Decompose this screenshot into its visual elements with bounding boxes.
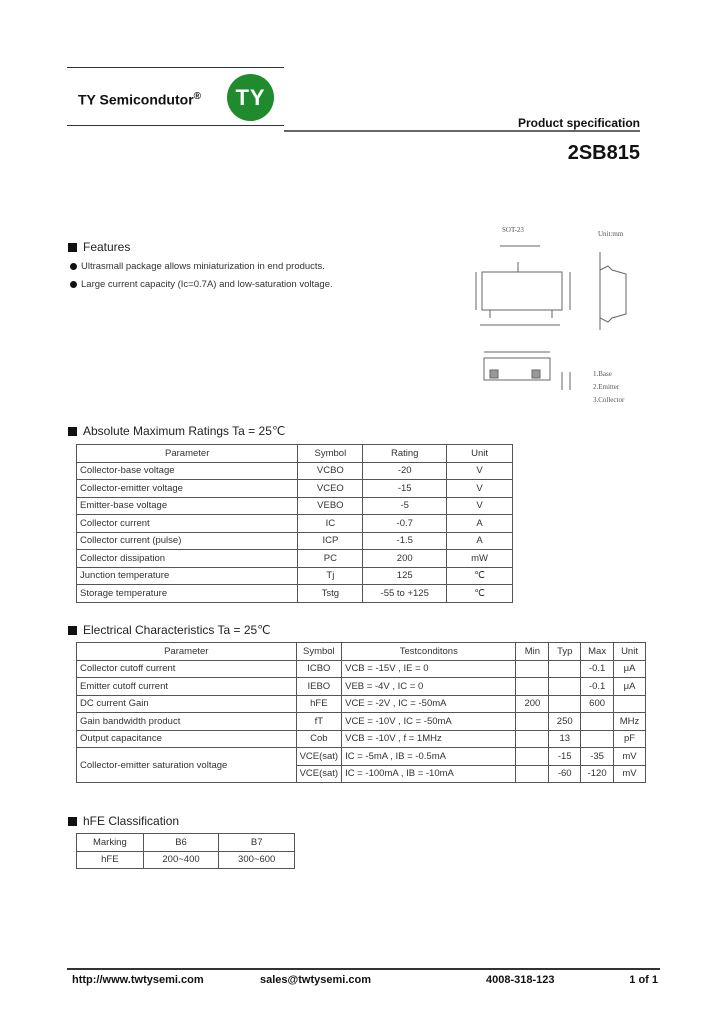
table-cell: Collector-emitter voltage — [77, 480, 298, 498]
table-cell — [581, 713, 614, 731]
table-cell: Emitter cutoff current — [77, 678, 297, 696]
footer-url[interactable]: http://www.twtysemi.com — [72, 974, 204, 986]
table-cell: -15 — [549, 748, 581, 766]
table-cell: fT — [296, 713, 342, 731]
table-cell: -20 — [363, 462, 447, 480]
abs-max-heading: Absolute Maximum Ratings Ta = 25℃ — [68, 424, 285, 438]
table-cell — [581, 730, 614, 748]
table-cell: Collector current (pulse) — [77, 532, 298, 550]
table-cell: -1.5 — [363, 532, 447, 550]
footer-page-number: 1 of 1 — [629, 974, 658, 986]
table-cell: VCE = -10V , IC = -50mA — [342, 713, 516, 731]
table-cell: Gain bandwidth product — [77, 713, 297, 731]
table-cell: V — [447, 480, 513, 498]
table-cell: PC — [298, 550, 363, 568]
table-cell: -120 — [581, 765, 614, 783]
table-cell: mW — [447, 550, 513, 568]
bullet-dot-icon — [70, 281, 77, 288]
table-row — [77, 497, 513, 515]
table-cell: 200~400 — [143, 851, 219, 869]
hfe-heading: hFE Classification — [68, 814, 179, 828]
table-cell: -60 — [549, 765, 581, 783]
pin-1-label: 1.Base — [593, 370, 612, 378]
table-row — [77, 660, 646, 678]
table-row — [77, 567, 513, 585]
table-cell: Tstg — [298, 585, 363, 603]
package-top-outline — [482, 272, 562, 310]
table-cell: Max — [581, 643, 614, 661]
table-cell: MHz — [614, 713, 646, 731]
table-cell: -0.7 — [363, 515, 447, 533]
table-cell — [549, 678, 581, 696]
table-header-row — [77, 834, 295, 852]
bullet-square-icon — [68, 817, 77, 826]
table-cell — [516, 713, 549, 731]
table-cell: VCE(sat) — [296, 765, 342, 783]
feature-item: Ultrasmall package allows miniaturization in end products. — [70, 261, 325, 272]
table-row — [77, 713, 646, 731]
table-cell: A — [447, 532, 513, 550]
table-cell: Testconditons — [342, 643, 516, 661]
table-cell: B7 — [219, 834, 295, 852]
bullet-square-icon — [68, 243, 77, 252]
table-cell: Symbol — [296, 643, 342, 661]
package-drawing — [460, 222, 640, 410]
table-cell: VCE(sat) — [296, 748, 342, 766]
package-side-outline — [600, 266, 626, 322]
table-cell — [516, 730, 549, 748]
table-cell: -0.1 — [581, 678, 614, 696]
table-cell: Unit — [447, 445, 513, 463]
table-cell — [549, 695, 581, 713]
table-cell: VEBO — [298, 497, 363, 515]
bullet-square-icon — [68, 626, 77, 635]
table-cell: Cob — [296, 730, 342, 748]
table-cell: ICBO — [296, 660, 342, 678]
footer-email[interactable]: sales@twtysemi.com — [260, 974, 371, 986]
table-cell: Collector current — [77, 515, 298, 533]
pin-2-label: 2.Emitter — [593, 383, 620, 391]
bullet-square-icon — [68, 427, 77, 436]
table-cell — [614, 695, 646, 713]
table-cell — [516, 678, 549, 696]
table-cell — [516, 765, 549, 783]
table-cell: 250 — [549, 713, 581, 731]
table-cell: hFE — [77, 851, 144, 869]
doc-type-label: Product specification — [517, 116, 640, 130]
table-cell: Tj — [298, 567, 363, 585]
table-row — [77, 678, 646, 696]
table-cell — [516, 660, 549, 678]
table-cell — [549, 660, 581, 678]
table-cell: Junction temperature — [77, 567, 298, 585]
table-cell: IC — [298, 515, 363, 533]
table-header-row — [77, 445, 513, 463]
table-header-row — [77, 643, 646, 661]
table-cell: Min — [516, 643, 549, 661]
table-cell: Output capacitance — [77, 730, 297, 748]
table-row — [77, 851, 295, 869]
table-cell: μA — [614, 678, 646, 696]
pin-3-label: 3.Collector — [593, 396, 625, 404]
table-cell: pF — [614, 730, 646, 748]
table-cell: V — [447, 462, 513, 480]
table-cell: A — [447, 515, 513, 533]
ty-logo: TY — [227, 74, 274, 121]
table-cell: Parameter — [77, 445, 298, 463]
table-cell: ℃ — [447, 585, 513, 603]
table-cell: Rating — [363, 445, 447, 463]
table-cell: IC = -5mA , IB = -0.5mA — [342, 748, 516, 766]
table-cell: μA — [614, 660, 646, 678]
table-cell: V — [447, 497, 513, 515]
table-cell: IEBO — [296, 678, 342, 696]
table-cell: Typ — [549, 643, 581, 661]
table-row — [77, 585, 513, 603]
table-cell: Marking — [77, 834, 144, 852]
table-cell: DC current Gain — [77, 695, 297, 713]
table-row — [77, 462, 513, 480]
elec-table — [76, 642, 646, 783]
table-cell — [516, 748, 549, 766]
table-cell: Collector cutoff current — [77, 660, 297, 678]
package-unit: Unit:mm — [598, 230, 624, 238]
table-cell: Parameter — [77, 643, 297, 661]
table-cell: VCB = -15V , IE = 0 — [342, 660, 516, 678]
table-cell: -0.1 — [581, 660, 614, 678]
table-cell: VCE = -2V , IC = -50mA — [342, 695, 516, 713]
table-cell: -55 to +125 — [363, 585, 447, 603]
table-cell: Unit — [614, 643, 646, 661]
elec-heading: Electrical Characteristics Ta = 25℃ — [68, 623, 271, 637]
table-cell: 600 — [581, 695, 614, 713]
table-cell: VCBO — [298, 462, 363, 480]
table-cell: -35 — [581, 748, 614, 766]
table-row — [77, 748, 646, 766]
table-row — [77, 532, 513, 550]
table-cell: B6 — [143, 834, 219, 852]
bullet-dot-icon — [70, 263, 77, 270]
table-cell: Collector dissipation — [77, 550, 298, 568]
table-cell: -15 — [363, 480, 447, 498]
brand-name: TY Semicondutor® — [78, 91, 202, 108]
table-cell: 300~600 — [219, 851, 295, 869]
table-cell: VEB = -4V , IC = 0 — [342, 678, 516, 696]
table-row — [77, 730, 646, 748]
part-number: 2SB815 — [567, 142, 640, 164]
table-cell: 200 — [363, 550, 447, 568]
footer-phone: 4008-318-123 — [486, 974, 555, 986]
table-cell: Symbol — [298, 445, 363, 463]
table-cell: VCB = -10V , f = 1MHz — [342, 730, 516, 748]
abs-max-table — [76, 444, 513, 603]
table-cell: Collector-emitter saturation voltage — [77, 748, 297, 783]
table-row — [77, 480, 513, 498]
table-cell: VCEO — [298, 480, 363, 498]
table-cell: ℃ — [447, 567, 513, 585]
table-row — [77, 515, 513, 533]
table-cell: 13 — [549, 730, 581, 748]
table-cell: Storage temperature — [77, 585, 298, 603]
table-cell: Collector-base voltage — [77, 462, 298, 480]
table-cell: mV — [614, 765, 646, 783]
feature-item: Large current capacity (Ic=0.7A) and low-saturation voltage. — [70, 279, 333, 290]
package-name: SOT-23 — [502, 226, 524, 234]
table-cell: IC = -100mA , IB = -10mA — [342, 765, 516, 783]
table-cell: -5 — [363, 497, 447, 515]
table-cell: hFE — [296, 695, 342, 713]
table-row — [77, 550, 513, 568]
table-row — [77, 695, 646, 713]
table-cell: mV — [614, 748, 646, 766]
table-cell: 200 — [516, 695, 549, 713]
hfe-table — [76, 833, 295, 869]
table-cell: Emitter-base voltage — [77, 497, 298, 515]
table-cell: ICP — [298, 532, 363, 550]
features-heading: Features — [68, 240, 130, 254]
table-cell: 125 — [363, 567, 447, 585]
